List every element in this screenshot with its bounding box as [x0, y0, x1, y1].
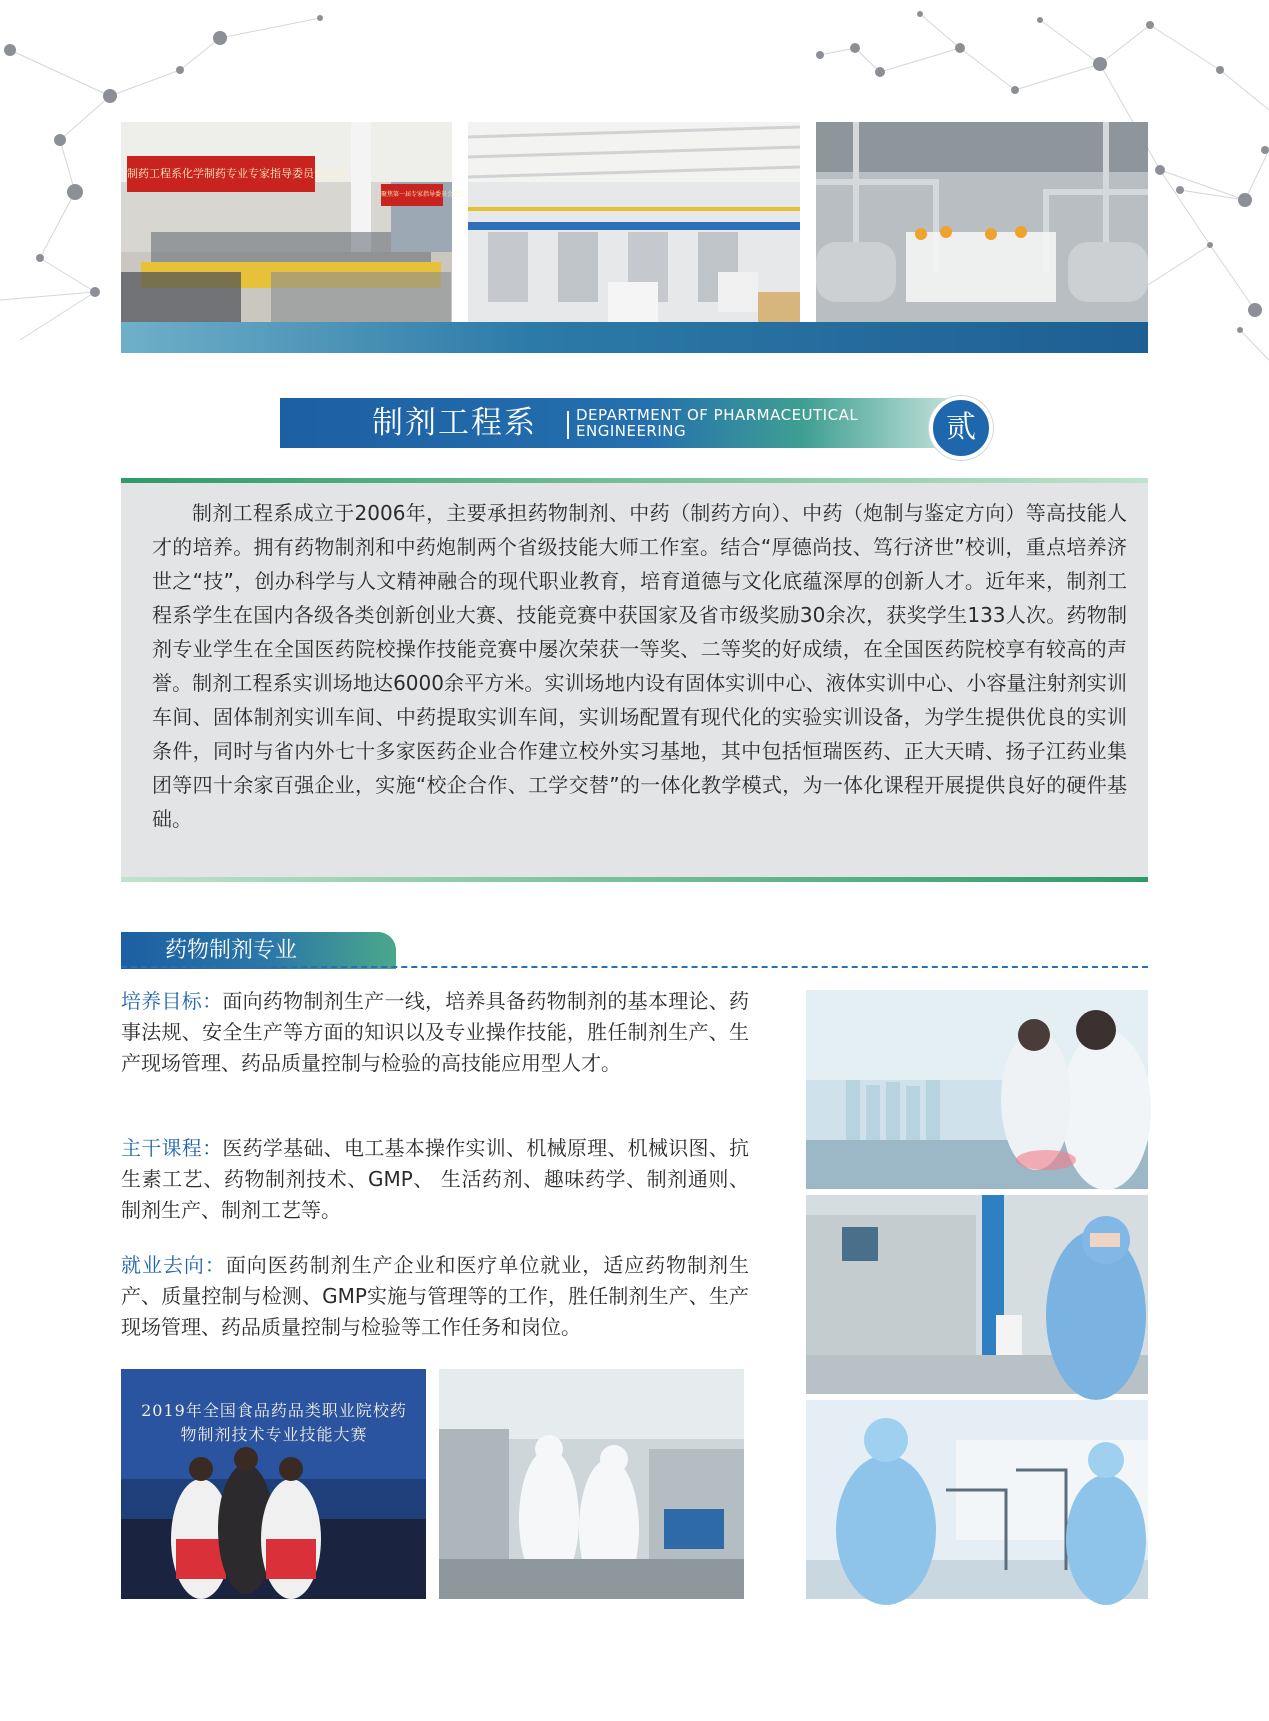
section-title-english-line2: ENGINEERING: [576, 422, 687, 440]
meeting-banner-2: 聚焦第一届专家指导委员会会议: [381, 184, 443, 206]
career-block: [121, 1250, 749, 1343]
section-title-english-line1: DEPARTMENT OF PHARMACEUTICAL: [576, 406, 859, 424]
lab-researchers-photo: [806, 990, 1148, 1189]
main-courses-text: 医药学基础、电工基本操作实训、机械原理、机械识图、抗生素工艺、药物制剂技术、GMP、 生活药剂、趣味药学、制剂通则、制剂生产、制剂工艺等。: [121, 1136, 750, 1222]
intro-bottom-rule: [121, 877, 1148, 882]
training-goal-label: 培养目标：: [121, 989, 223, 1013]
career-text: 面向医药制剂生产企业和医疗单位就业，适应药物制剂生产、质量控制与检测、GMP实施与管理等的工作，胜任制剂生产、生产现场管理、药品质量控制与检验等工作任务和岗位。: [121, 1253, 750, 1339]
meeting-banner-1: 制药工程系化学制药专业专家指导委员会会议: [127, 156, 315, 192]
tablet-press-photo: [439, 1369, 744, 1599]
intro-paragraph: 制剂工程系成立于2006年，主要承担药物制剂、中药（制药方向）、中药（炮制与鉴定方向）等高技能人才的培养。拥有药物制剂和中药炮制两个省级技能大师工作室。结合“厚德尚技、笃行济世”校训，重点培养济世之“技”，创办科学与人文精神融合的现代职业教育，培育道德与文化底蕴深厚的创新人才。近年来，制剂工程系学生在国内各级各类创新创业大赛、技能竞赛中获国家及省市级奖励30余次，获奖学生133人次。药物制剂专业学生在全国医药院校操作技能竞赛中屡次荣获一等奖、二等奖的好成绩，在全国医药院校享有较高的声誉。制剂工程系实训场地达6000余平方米。实训场地内设有固体实训中心、液体实训中心、小容量注射剂实训车间、固体制剂实训车间、中药提取实训车间，实训场配置有现代化的实验实训设备，为学生提供优良的实训条件，同时与省内外七十多家医药企业合作建立校外实习基地，其中包括恒瑞医药、正大天晴、扬子江药业集团等四十余家百强企业，实施“校企合作、工学交替”的一体化教学模式，为一体化课程开展提供良好的硬件基础。: [152, 501, 1127, 831]
cleanroom-machine-photo: [806, 1195, 1148, 1394]
major-dashed-divider: [121, 966, 1148, 968]
major-title: 药物制剂专业: [165, 938, 298, 963]
award-banner-text: 2019年全国食品药品类职业院校药物制剂技术专业技能大赛: [141, 1401, 407, 1444]
main-courses-block: [121, 1133, 749, 1226]
career-label: 就业去向：: [121, 1253, 226, 1277]
production-line-photo: [468, 122, 800, 322]
section-title: 制剂工程系: [372, 405, 537, 441]
photo-strip-band: [121, 322, 1148, 353]
training-goal-block: [121, 986, 749, 1079]
title-separator: [567, 411, 569, 439]
training-goal-text: 面向药物制剂生产一线，培养具备药物制剂的基本理论、药事法规、安全生产等方面的知识以及专业操作技能，胜任制剂生产、生产现场管理、药品质量控制与检验的高技能应用型人才。: [121, 989, 750, 1075]
meeting-photo: [121, 122, 466, 322]
main-courses-label: 主干课程：: [121, 1136, 223, 1160]
section-number-badge: 贰: [929, 396, 993, 460]
section-title-english: [576, 407, 858, 439]
award-ceremony-photo: [121, 1369, 426, 1599]
cleanroom-workers-photo: [806, 1400, 1148, 1599]
workshop-visit-photo: [816, 122, 1148, 322]
